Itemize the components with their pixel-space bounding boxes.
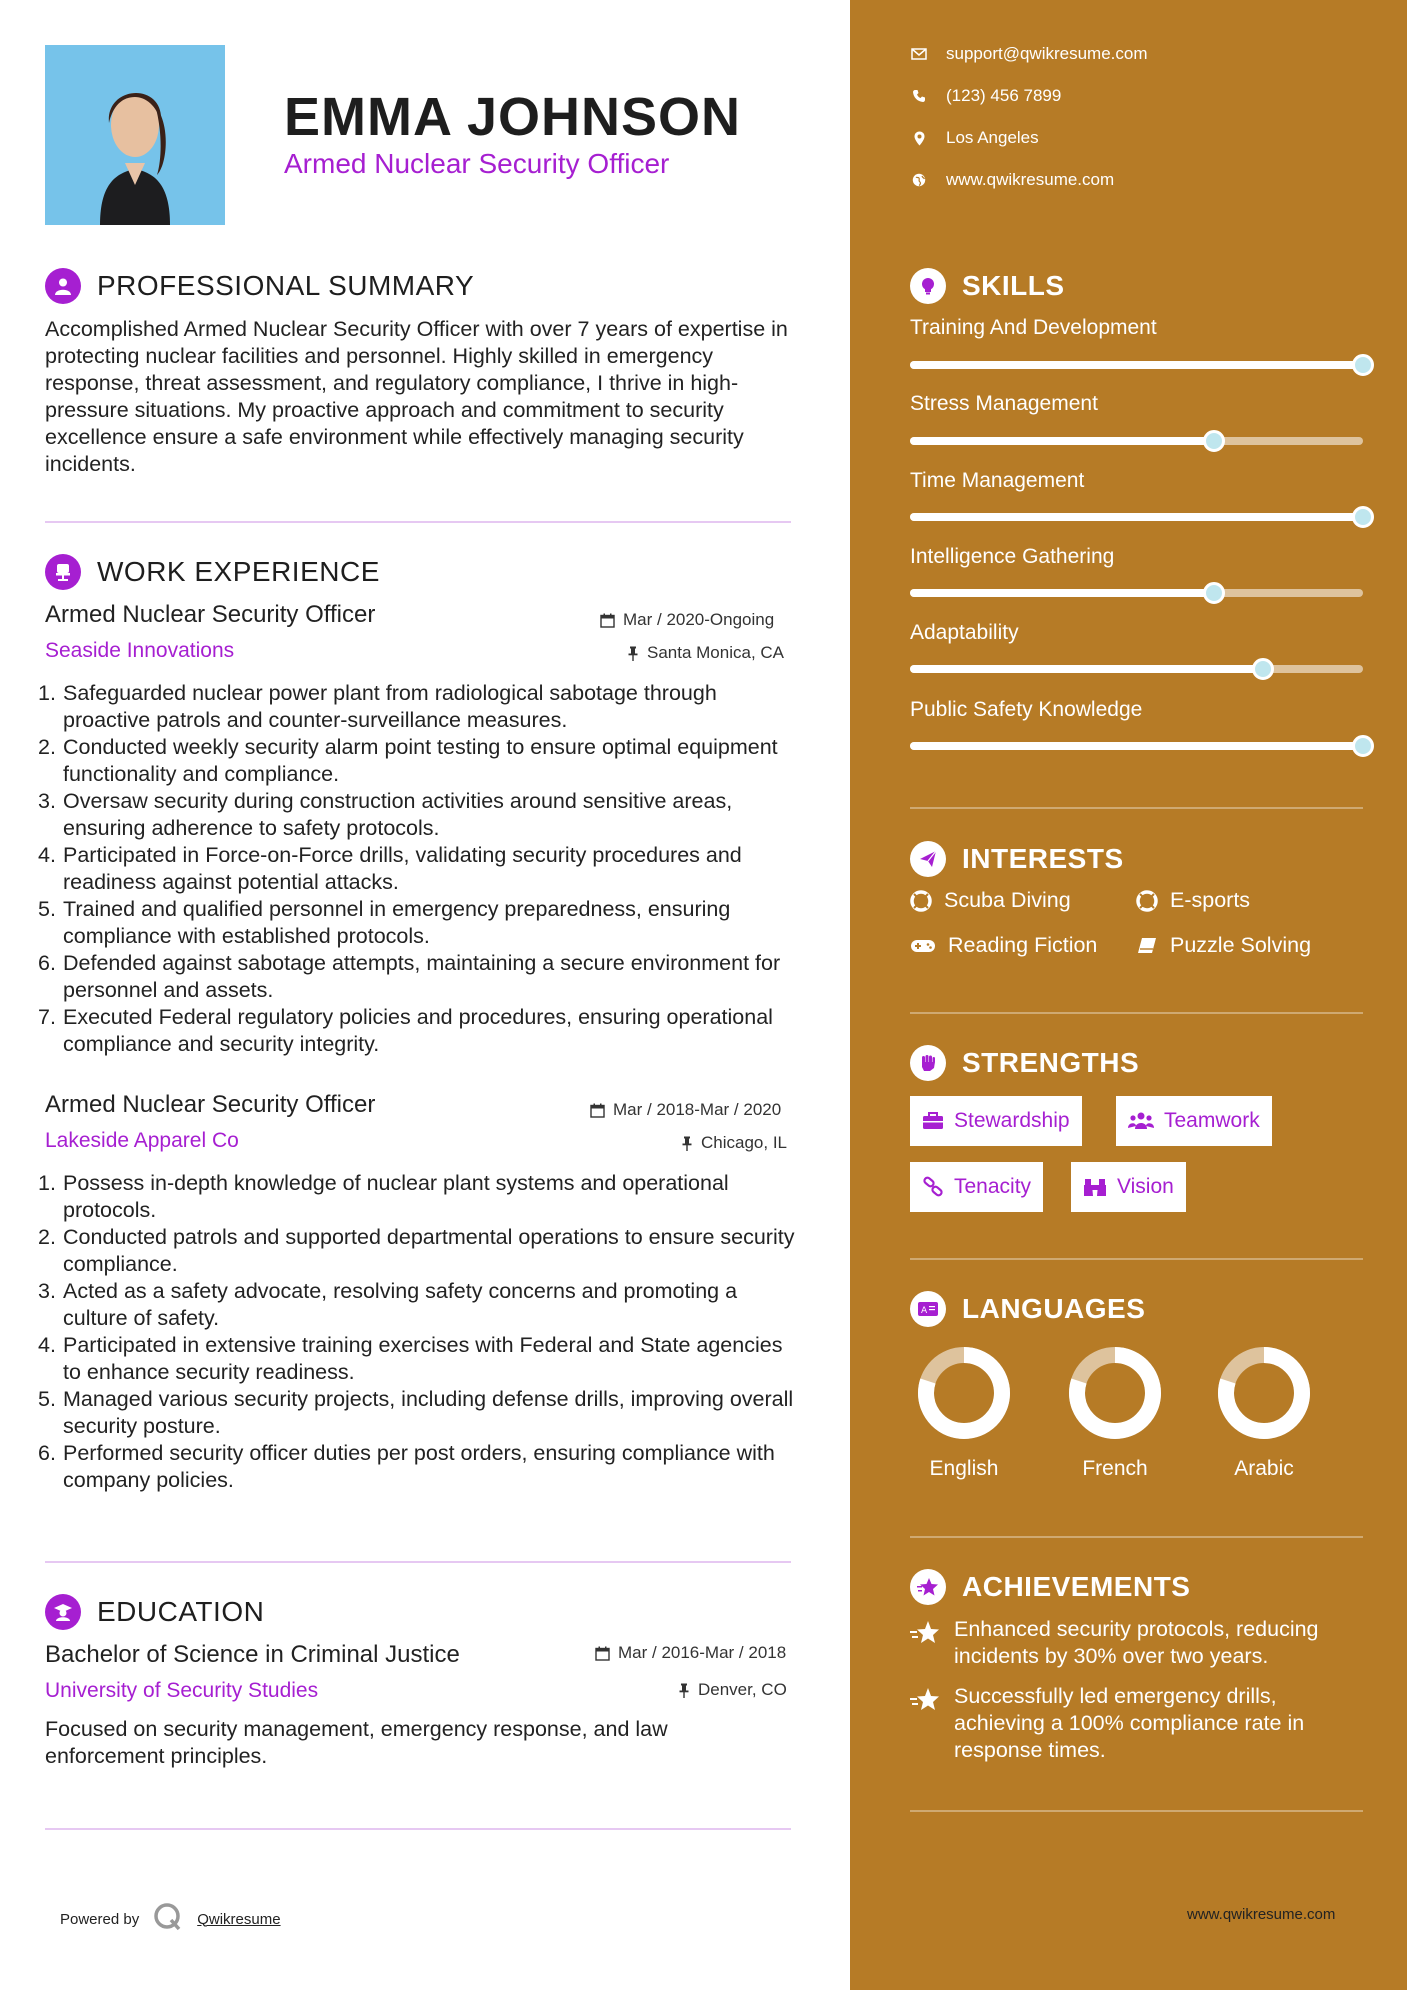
summary-text: Accomplished Armed Nuclear Security Officer with over 7 years of expertise in protecting nuclear facilities and personnel. Highly skilled in emergency response, threat assessment, and regulatory compliance, I thrive in high-pressure situations. My proactive approach and commitment to security excellence ensure a safe environment while effectively managing security incidents. bbox=[45, 317, 788, 476]
strength-tag bbox=[1071, 1162, 1186, 1212]
language-label: English bbox=[929, 1457, 999, 1480]
star-icon bbox=[910, 1569, 946, 1605]
skill-bar bbox=[910, 361, 1363, 369]
footer-website[interactable]: www.qwikresume.com bbox=[1187, 1906, 1336, 1923]
user-icon bbox=[45, 268, 81, 304]
skill-bar-knob bbox=[1352, 354, 1374, 376]
job-dates bbox=[600, 610, 774, 630]
divider bbox=[910, 1810, 1363, 1812]
achievements-heading bbox=[910, 1569, 1190, 1605]
job-title: Armed Nuclear Security Officer bbox=[45, 601, 376, 628]
divider bbox=[45, 1561, 791, 1563]
interest-item bbox=[1136, 933, 1311, 958]
qwikresume-link[interactable]: Qwikresume bbox=[197, 1910, 281, 1928]
list-item: 6. Performed security officer duties per post orders, ensuring compliance with company policies. bbox=[38, 1441, 775, 1492]
language-item bbox=[1204, 1345, 1324, 1481]
strength-label: Vision bbox=[1117, 1175, 1174, 1198]
email-text[interactable]: support@qwikresume.com bbox=[946, 44, 1148, 63]
phone-text: (123) 456 7899 bbox=[946, 86, 1062, 105]
section-title: INTERESTS bbox=[962, 843, 1124, 874]
candidate-title: Armed Nuclear Security Officer bbox=[284, 148, 670, 179]
list-item: 3. Acted as a safety advocate, resolving safety concerns and promoting a culture of safety. bbox=[38, 1279, 738, 1330]
powered-by-label: Powered by bbox=[60, 1910, 140, 1928]
section-title: EDUCATION bbox=[97, 1596, 265, 1627]
language-donut bbox=[1216, 1345, 1312, 1441]
job-bullets bbox=[38, 1170, 798, 1494]
strength-tag bbox=[910, 1162, 1043, 1212]
language-donut bbox=[916, 1345, 1012, 1441]
job-location bbox=[627, 643, 784, 663]
skill-label: Stress Management bbox=[910, 392, 1098, 415]
interest-item bbox=[910, 888, 1071, 913]
map-marker-icon bbox=[910, 131, 928, 146]
job-company: Lakeside Apparel Co bbox=[45, 1129, 239, 1152]
contact-website bbox=[910, 170, 1114, 190]
powered-by bbox=[60, 1902, 281, 1936]
lifebuoy-icon bbox=[1136, 890, 1158, 912]
skill-bar bbox=[910, 437, 1363, 445]
skill-bar bbox=[910, 589, 1363, 597]
star-icon bbox=[910, 1683, 940, 1764]
language-label: Arabic bbox=[1234, 1457, 1294, 1480]
list-item: 4. Participated in Force-on-Force drills, validating security procedures and readiness against potential attacks. bbox=[38, 843, 742, 894]
list-item: 5. Trained and qualified personnel in emergency preparedness, ensuring compliance with established protocols. bbox=[38, 897, 731, 948]
skill-label: Public Safety Knowledge bbox=[910, 698, 1143, 721]
list-item: 5. Managed various security projects, including defense drills, improving overall security posture. bbox=[38, 1387, 794, 1438]
language-donut bbox=[1067, 1345, 1163, 1441]
website-text[interactable]: www.qwikresume.com bbox=[946, 170, 1115, 189]
briefcase-icon bbox=[922, 1112, 944, 1130]
section-title: STRENGTHS bbox=[962, 1047, 1140, 1078]
interest-label: Puzzle Solving bbox=[1170, 933, 1312, 957]
divider bbox=[910, 1258, 1363, 1260]
calendar-icon bbox=[600, 613, 615, 628]
section-title: ACHIEVEMENTS bbox=[962, 1571, 1191, 1602]
job-company: Seaside Innovations bbox=[45, 639, 235, 662]
skill-bar-knob bbox=[1352, 506, 1374, 528]
book-icon bbox=[1136, 936, 1158, 956]
skill-bar bbox=[910, 513, 1363, 521]
divider bbox=[910, 807, 1363, 809]
skill-bar-fill bbox=[910, 742, 1363, 750]
job-dates bbox=[590, 1100, 781, 1120]
languages-heading bbox=[910, 1291, 1145, 1327]
list-item: 7. Executed Federal regulatory policies and procedures, ensuring operational compliance and security integrity. bbox=[38, 1005, 773, 1056]
interest-item bbox=[910, 933, 1097, 958]
skill-bar-fill bbox=[910, 665, 1263, 673]
skill-bar-fill bbox=[910, 437, 1214, 445]
interest-label: Reading Fiction bbox=[948, 933, 1098, 957]
language-item bbox=[1055, 1345, 1175, 1481]
skills-heading bbox=[910, 268, 1065, 304]
profile-photo bbox=[45, 45, 225, 225]
svg-text:A: A bbox=[921, 1306, 928, 1316]
language-item bbox=[904, 1345, 1024, 1481]
skill-label: Time Management bbox=[910, 469, 1085, 492]
translate-icon bbox=[910, 1291, 946, 1327]
education-heading bbox=[45, 1594, 264, 1630]
skill-bar-knob bbox=[1252, 658, 1274, 680]
list-item: 6. Defended against sabotage attempts, maintaining a secure environment for personnel and assets. bbox=[38, 951, 781, 1002]
users-icon bbox=[1128, 1111, 1154, 1131]
chair-icon bbox=[45, 554, 81, 590]
achievement-text: Enhanced security protocols, reducing incidents by 30% over two years. bbox=[954, 1617, 1319, 1668]
interests-heading bbox=[910, 841, 1124, 877]
skill-bar-knob bbox=[1203, 582, 1225, 604]
education-location bbox=[678, 1680, 787, 1700]
skill-bar-knob bbox=[1203, 430, 1225, 452]
lifebuoy-icon bbox=[910, 890, 932, 912]
job-location-text: Santa Monica, CA bbox=[647, 643, 785, 662]
degree-title: Bachelor of Science in Criminal Justice bbox=[45, 1641, 460, 1668]
list-item: 1. Safeguarded nuclear power plant from radiological sabotage through proactive patrols and counter-surveillance measures. bbox=[38, 681, 717, 732]
job-dates-text: Mar / 2018-Mar / 2020 bbox=[613, 1100, 782, 1119]
gamepad-icon bbox=[910, 937, 936, 955]
candidate-name: EMMA JOHNSON bbox=[284, 87, 742, 147]
pin-icon bbox=[678, 1683, 690, 1698]
list-item: 4. Participated in extensive training exercises with Federal and State agencies to enhance security readiness. bbox=[38, 1333, 783, 1384]
globe-icon bbox=[910, 173, 928, 187]
education-description: Focused on security management, emergency response, and law enforcement principles. bbox=[45, 1717, 668, 1768]
section-title: WORK EXPERIENCE bbox=[97, 556, 380, 587]
section-title: LANGUAGES bbox=[962, 1293, 1146, 1324]
list-item: 3. Oversaw security during construction activities around sensitive areas, ensuring adherence to safety protocols. bbox=[38, 789, 733, 840]
skill-label: Training And Development bbox=[910, 316, 1157, 339]
envelope-icon bbox=[910, 48, 928, 60]
section-title: SKILLS bbox=[962, 270, 1065, 301]
strength-label: Stewardship bbox=[954, 1109, 1070, 1132]
achievement-text: Successfully led emergency drills, achieving a 100% compliance rate in response times. bbox=[954, 1684, 1305, 1762]
education-dates-text: Mar / 2016-Mar / 2018 bbox=[618, 1643, 787, 1662]
experience-heading bbox=[45, 554, 380, 590]
job-title: Armed Nuclear Security Officer bbox=[45, 1091, 376, 1118]
job-dates-text: Mar / 2020-Ongoing bbox=[623, 610, 775, 629]
achievement-item bbox=[910, 1616, 1370, 1670]
contact-email bbox=[910, 44, 1148, 64]
interest-item bbox=[1136, 888, 1250, 913]
contact-phone bbox=[910, 86, 1061, 106]
lightbulb-icon bbox=[910, 268, 946, 304]
pin-icon bbox=[681, 1136, 693, 1151]
calendar-icon bbox=[595, 1646, 610, 1661]
qwikresume-logo-icon bbox=[153, 1902, 183, 1936]
school-name: University of Security Studies bbox=[45, 1679, 319, 1702]
fist-icon bbox=[910, 1045, 946, 1081]
skill-bar bbox=[910, 742, 1363, 750]
skill-bar-fill bbox=[910, 361, 1363, 369]
language-label: French bbox=[1082, 1457, 1148, 1480]
graduate-icon bbox=[45, 1594, 81, 1630]
strength-tag bbox=[1116, 1096, 1272, 1146]
divider bbox=[45, 1828, 791, 1830]
star-icon bbox=[910, 1616, 940, 1670]
interest-label: Scuba Diving bbox=[944, 888, 1071, 912]
list-item: 2. Conducted patrols and supported departmental operations to ensure security compliance. bbox=[38, 1225, 795, 1276]
strength-label: Teamwork bbox=[1164, 1109, 1260, 1132]
skill-bar-fill bbox=[910, 513, 1363, 521]
divider bbox=[910, 1536, 1363, 1538]
strength-label: Tenacity bbox=[954, 1175, 1032, 1198]
strength-tag bbox=[910, 1096, 1082, 1146]
education-location-text: Denver, CO bbox=[698, 1680, 787, 1699]
job-bullets bbox=[38, 680, 798, 1058]
divider bbox=[45, 521, 791, 523]
pin-icon bbox=[627, 646, 639, 661]
list-item: 1. Possess in-depth knowledge of nuclear plant systems and operational protocols. bbox=[38, 1171, 729, 1222]
skill-bar bbox=[910, 665, 1363, 673]
interest-label: E-sports bbox=[1170, 888, 1251, 912]
phone-icon bbox=[910, 89, 928, 103]
skill-bar-fill bbox=[910, 589, 1214, 597]
achievement-item bbox=[910, 1683, 1370, 1764]
paper-plane-icon bbox=[910, 841, 946, 877]
contact-location bbox=[910, 128, 1039, 148]
binoculars-icon bbox=[1083, 1177, 1107, 1197]
calendar-icon bbox=[590, 1103, 605, 1118]
section-title: PROFESSIONAL SUMMARY bbox=[97, 270, 475, 301]
job-location bbox=[681, 1133, 787, 1153]
skill-label: Intelligence Gathering bbox=[910, 545, 1115, 568]
location-text: Los Angeles bbox=[946, 128, 1039, 147]
divider bbox=[910, 1012, 1363, 1014]
education-dates bbox=[595, 1643, 786, 1663]
summary-heading bbox=[45, 268, 474, 304]
skill-label: Adaptability bbox=[910, 621, 1019, 644]
skill-bar-knob bbox=[1352, 735, 1374, 757]
job-location-text: Chicago, IL bbox=[701, 1133, 787, 1152]
strengths-heading bbox=[910, 1045, 1139, 1081]
link-icon bbox=[922, 1176, 944, 1198]
sidebar bbox=[850, 0, 1407, 1990]
list-item: 2. Conducted weekly security alarm point testing to ensure optimal equipment functionality and compliance. bbox=[38, 735, 778, 786]
